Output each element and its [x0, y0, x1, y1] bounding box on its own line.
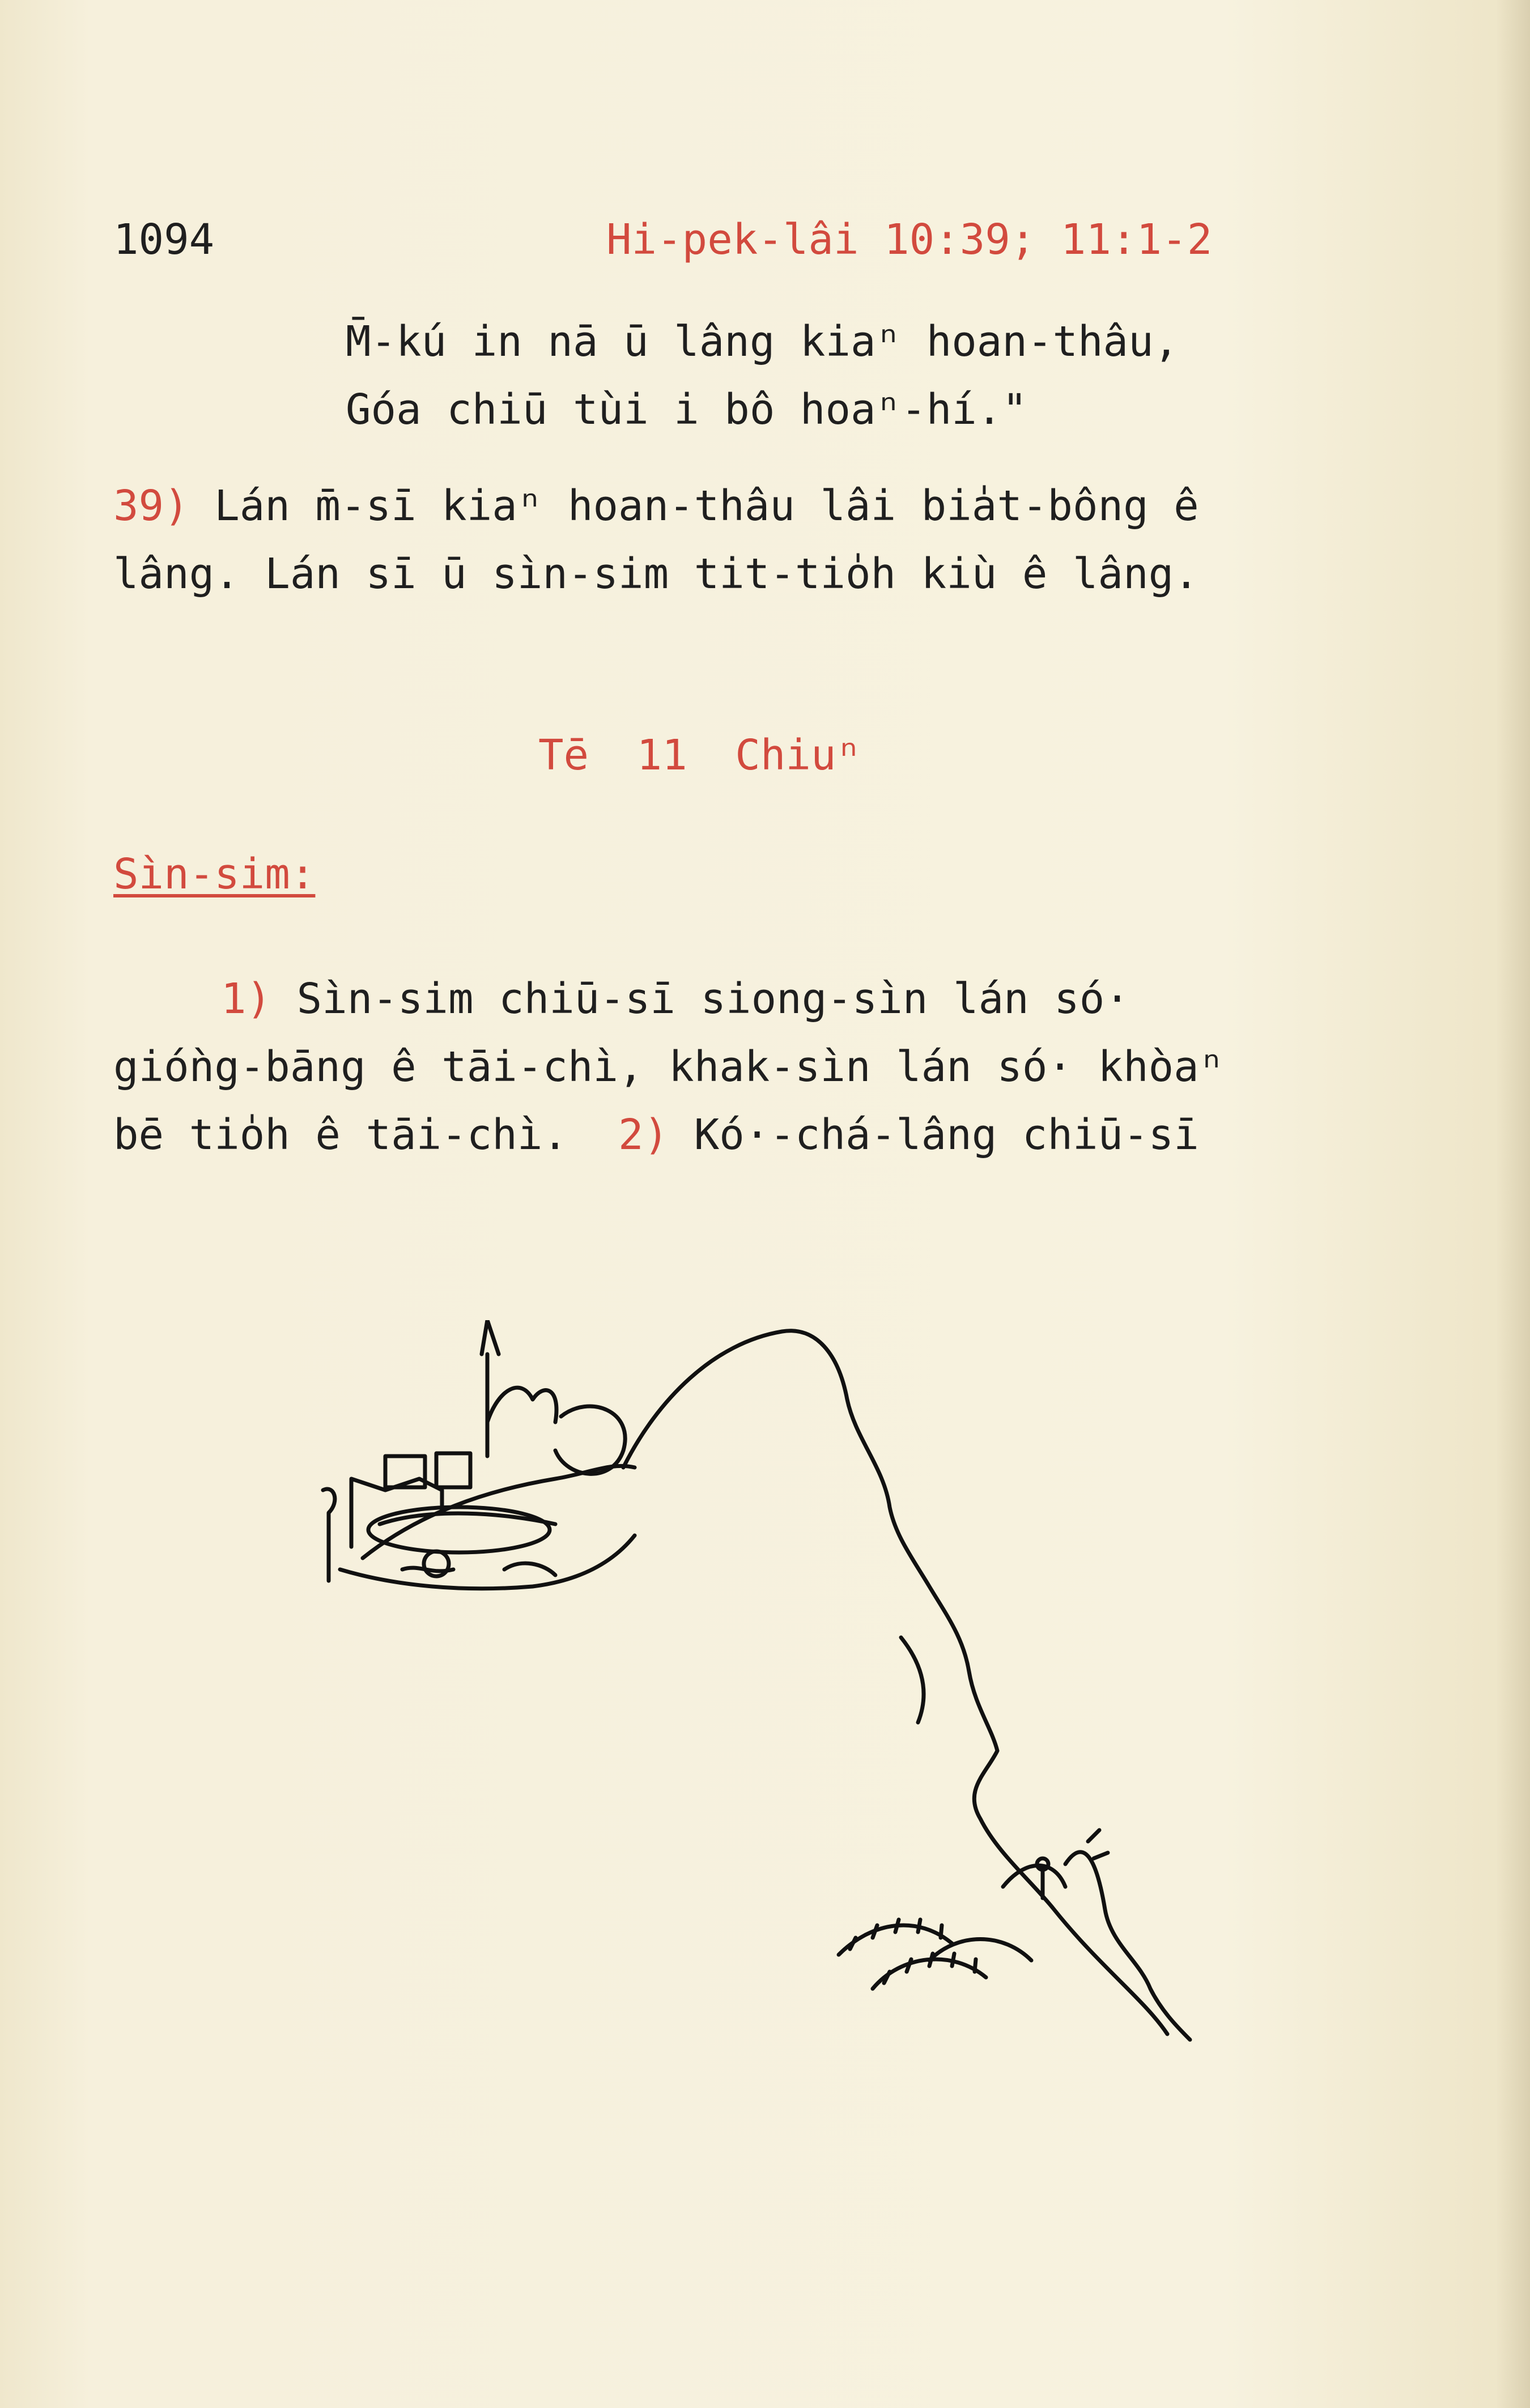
verse-2-text: Kó·-chá-lâng chiū-sī	[694, 1111, 1199, 1159]
verse-39-line-2: lâng. Lán sī ū sìn-sim tit-tio̍h kiù ê lâng.	[113, 550, 1199, 598]
page-edge-shadow	[1496, 0, 1530, 2408]
verse-1-number: 1)	[221, 975, 272, 1023]
line-drawing-landscape-icon	[317, 1320, 1281, 2057]
chapter-reference: Hi-pek-lâi 10:39; 11:1-2	[606, 215, 1213, 264]
chapter-title: Tē 11 Chiuⁿ	[538, 731, 862, 780]
verse-1-line-2	[113, 1043, 1224, 1091]
verse-1-text-1: Sìn-sim chiū-sī siong-sìn lán só·	[296, 975, 1130, 1023]
verse-1-line-3	[113, 1111, 1199, 1159]
verse-1-line-1	[221, 975, 1130, 1023]
verse-39-text-1: Lán m̄-sī kiaⁿ hoan-thâu lâi bia̍t-bông ê	[214, 482, 1199, 530]
verse-1-prefix: gió	[113, 1043, 189, 1091]
verse-1-text-2: ǹg-bāng ê tāi-chì, khak-sìn lán só· khòaⁿ	[189, 1043, 1225, 1091]
verse-1-text-3: bē tio̍h ê tāi-chì.	[113, 1111, 568, 1159]
verse-39-number: 39)	[113, 482, 189, 530]
section-label: Sìn-sim:	[113, 850, 316, 899]
verse-2-number: 2)	[618, 1111, 669, 1159]
verse-39-line-1	[113, 482, 1199, 530]
page-number: 1094	[113, 215, 215, 264]
poem-line-2: Góa chiū tùi i bô hoaⁿ-hí."	[346, 385, 1027, 434]
poem-line-1: M̄-kú in nā ū lâng kiaⁿ hoan-thâu,	[346, 317, 1179, 366]
